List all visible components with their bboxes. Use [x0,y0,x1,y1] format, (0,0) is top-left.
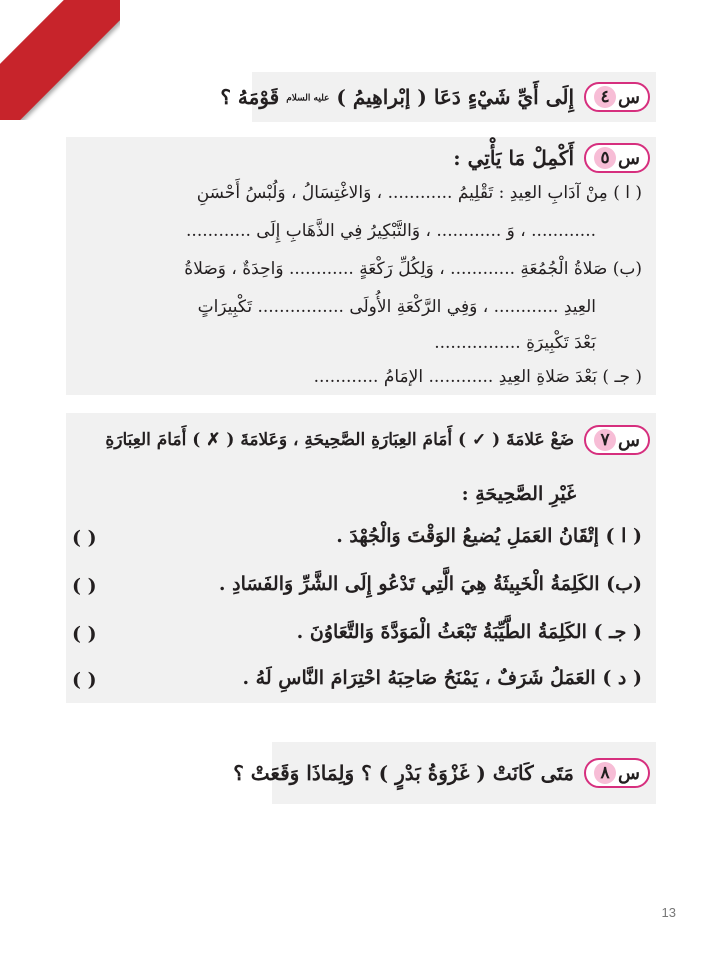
question-5-badge [584,143,650,173]
question-4-text-before: إِلَى أَيِّ شَيْءٍ دَعَا ( إبْراهِيمُ ) [336,85,575,109]
q7-item-4: ( د ) العَمَلُ شَرَفٌ ، يَمْنَحُ صَاحِبَهُ احْتِرَامَ النَّاسِ لَهُ . [242,667,642,689]
question-5-title: أَكْمِلْ مَا يَأْتِي : [453,146,575,170]
badge-letter: س [618,762,640,784]
q5-line-6: ( جـ ) بَعْدَ صَلاةِ العِيدِ ............ الإمَامُ ............ [313,367,642,387]
question-4-badge [584,82,650,112]
badge-letter: س [618,147,640,169]
q7-item-3: ( جـ ) الكَلِمَةُ الطَّيِّبَةُ تَبْعَثُ الْمَوَدَّةَ وَالتَّعَاوُنَ . [296,621,642,643]
answer-bracket-4[interactable]: ( ) [72,669,97,691]
q5-line-4: العِيدِ ............ ، وَفِي الرَّكْعَةِ الأُولَى ................ تَكْبِيرَاتٍ [197,297,596,317]
badge-number: ٧ [594,429,616,451]
question-4 [220,72,656,122]
q5-line-3: (ب) صَلاةُ الْجُمُعَةِ ............ ، وَلِكُلِّ رَكْعَةٍ ............ وَاحِدَةٌ ، وَصَلاةُ [184,259,642,279]
badge-number: ٨ [594,762,616,784]
q5-line-1: ( ا ) مِنْ آدَابِ العِيدِ : تَقْلِيمُ ............ ، وَالاغْتِسَالُ ، وَلُبْسُ أَحْسَنِ [196,183,642,203]
badge-number: ٥ [594,147,616,169]
question-7 [66,413,656,703]
question-8 [233,742,656,804]
corner-ribbon [0,0,120,120]
question-7-title-2: غَيْرِ الصَّحِيحَةِ : [461,483,576,505]
badge-number: ٤ [594,86,616,108]
q5-line-5: بَعْدَ تَكْبِيرَةِ ................ [434,333,596,353]
question-4-text-after: قَوْمَهُ ؟ [220,85,280,109]
honorific-glyph: عليه السلام [286,93,330,104]
question-7-badge [584,425,650,455]
q7-item-2: (ب) الكَلِمَةُ الْخَبِيثَةُ هِيَ الَّتِي تَدْعُو إِلَى الشَّرِّ وَالفَسَادِ . [218,573,642,595]
q7-item-1: ( ا ) إتْقَانُ العَمَلِ يُضيعُ الوَقْتَ وَالْجُهْدَ . [336,525,642,547]
answer-bracket-1[interactable]: ( ) [72,527,97,549]
question-5 [66,137,656,395]
answer-bracket-3[interactable]: ( ) [72,623,97,645]
question-8-badge [584,758,650,788]
q5-line-2: ............ ، وَ ............ ، وَالتَّبْكِيرُ فِي الذَّهَابِ إِلَى ............ [186,221,596,241]
question-7-title-1: ضَعْ عَلامَةَ ( ✓ ) أَمَامَ العِبَارَةِ الصَّحِيحَةِ ، وَعَلامَةَ ( ✗ ) أَمَامَ العِبَارَةِ [105,430,575,450]
question-8-text: مَتَى كَانَتْ ( غَزْوَةُ بَدْرٍ ) ؟ وَلِمَاذَا وَقَعَتْ ؟ [233,761,575,785]
question-4-text [220,85,574,109]
badge-letter: س [618,429,640,451]
page-number: 13 [661,905,676,920]
badge-letter: س [618,86,640,108]
answer-bracket-2[interactable]: ( ) [72,575,97,597]
